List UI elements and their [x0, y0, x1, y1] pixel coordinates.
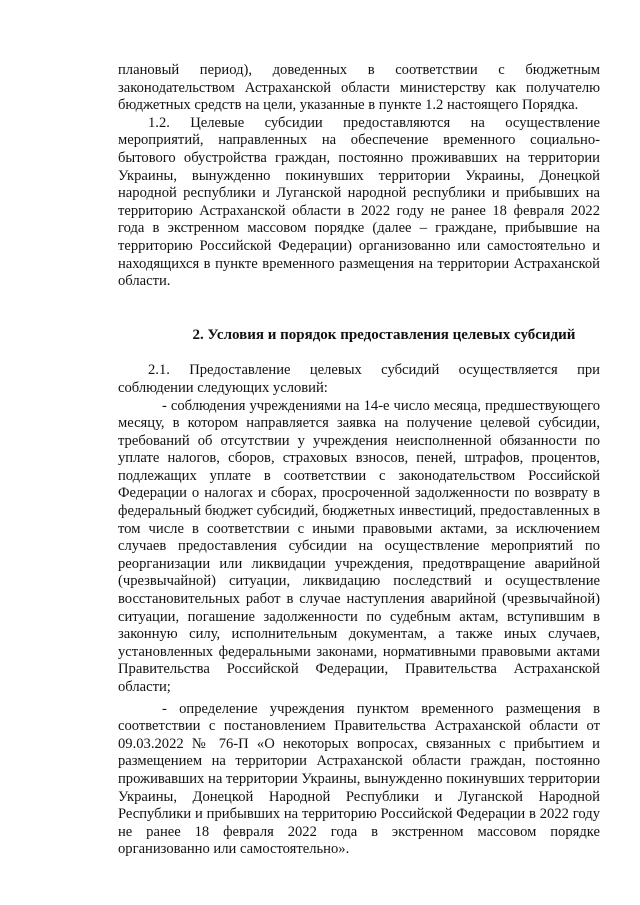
document-page: [118, 62, 600, 859]
list-item-condition-1: - соблюдения учреждениями на 14-е число месяца, предшествующего месяцу, в котором направляется заявка на получение целевой субсидии, требований об отсутствии у учреждения неисполненной обязанности по уплате налогов, сборов, страховых взносов, пеней, штрафов, процентов, подлежащих уплате в соответствии с законодательством Российской Федерации о налогах и сборах, просроченной задолженности по возврату в федеральный бюджет субсидий, бюджетных инвестиций, предоставленных в том числе в соответствии с иными правовыми актами, за исключением случаев предоставления субсидии на осуществление мероприятий по реорганизации или ликвидации учреждения, предотвращение аварийной (чрезвычайной) ситуации, ликвидацию последствий и осуществление восстановительных работ в случае наступления аварийной (чрезвычайной) ситуации, погашение задолженности по судебным актам, вступившим в законную силу, исполнительным документам, а также иных случаев, установленных федеральными законами, нормативными правовыми актами Правительства Российской Федерации, Правительства Астраханской области;: [118, 397, 600, 695]
paragraph-2-1: 2.1. Предоставление целевых субсидий осуществляется при соблюдении следующих условий:: [118, 362, 600, 396]
section-heading: 2. Условия и порядок предоставления целевых субсидий: [192, 326, 576, 343]
paragraph-1-2: 1.2. Целевые субсидии предоставляются на осуществление мероприятий, направленных на обеспечение временного социально-бытового обустройства граждан, постоянно проживавших на территории Украины, вынужденно покинувших территории Украины, Донецкой народной республики и Луганской народной республики и прибывших на территорию Астраханской области в 2022 году не ранее 18 февраля 2022 года в экстренном массовом порядке (далее – граждане, прибывшие на территорию Российской Федерации) организованно или самостоятельно и находящихся в пункте временного размещения на территории Астраханской области.: [118, 114, 600, 290]
list-item-condition-2: - определение учреждения пунктом временного размещения в соответствии с постановлением Правительства Астраханской области от 09.03.2022 № 76-П «О некоторых вопросах, связанных с прибытием и размещением на территории Астраханской области граждан, постоянно проживавших на территории Украины, вынужденно покинувших территории Украины, Донецкой Народной Республики и Луганской Народной Республики и прибывших на территорию Российской Федерации в 2022 году не ранее 18 февраля 2022 года в экстренном массовом порядке организованно или самостоятельно».: [118, 700, 600, 858]
paragraph-continuation: плановый период), доведенных в соответствии с бюджетным законодательством Астраханской области министерству как получателю бюджетных средств на цели, указанные в пункте 1.2 настоящего Порядка.: [118, 62, 600, 114]
